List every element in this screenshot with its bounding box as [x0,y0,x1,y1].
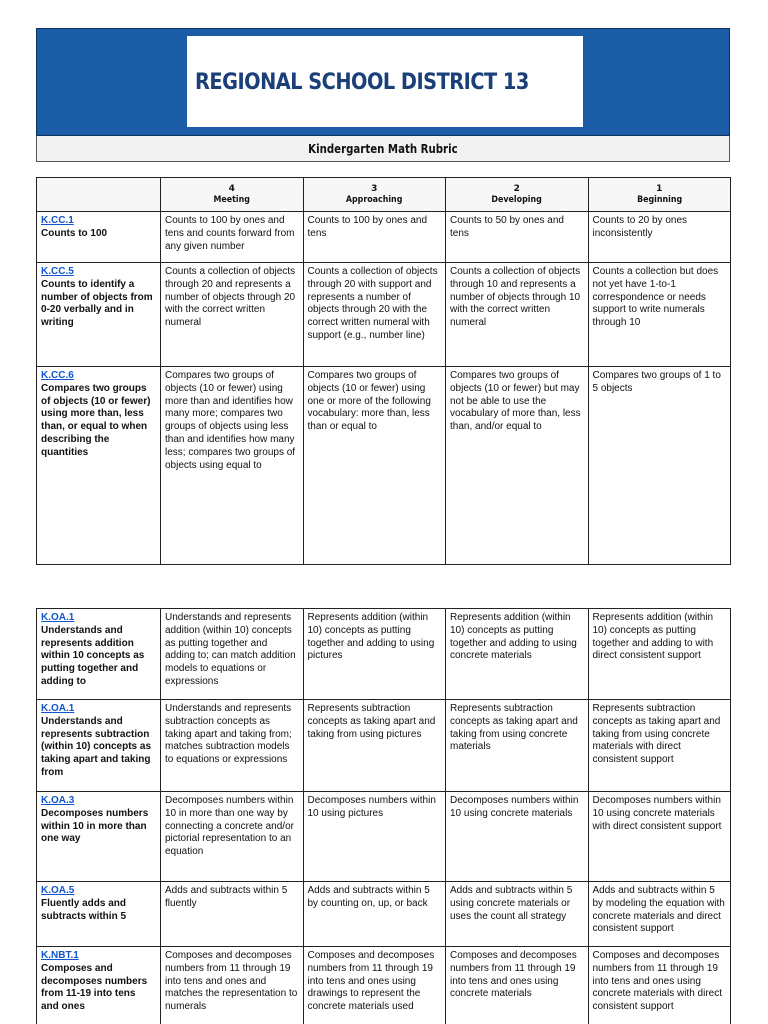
table-row [37,263,731,367]
standard-link[interactable]: K.OA.1 [41,703,75,714]
rubric-cell: Compares two groups of objects (10 or fewer) but may not be able to use the vocabulary of more than, less than, and/or equal to [446,367,589,565]
level-name: Approaching [345,194,403,205]
table-row [37,609,731,700]
standard-link[interactable]: K.NBT.1 [41,950,79,961]
level-number: 3 [371,183,378,194]
standard-cell [37,212,161,263]
rubric-cell: Decomposes numbers within 10 using pictures [303,792,446,882]
rubric-cell: Counts a collection of objects through 10 and represents a number of objects through 10 with the correct written numeral [446,263,589,367]
rubric-cell: Decomposes numbers within 10 in more than one way by connecting a concrete and/or pictorial representation to an equation [161,792,304,882]
standard-cell [37,947,161,1024]
rubric-cell: Composes and decomposes numbers from 11 through 19 into tens and ones and matches the representation to numerals [161,947,304,1024]
rubric-cell: Adds and subtracts within 5 fluently [161,882,304,947]
rubric-cell: Counts a collection of objects through 20 and represents a number of objects through 20 with the correct written numeral [161,263,304,367]
rubric-cell: Represents addition (within 10) concepts as putting together and adding to using concrete materials [446,609,589,700]
rubric-cell: Counts to 100 by ones and tens and counts forward from any given number [161,212,304,263]
rubric-cell: Understands and represents subtraction concepts as taking apart and taking from; matches subtraction models to equations or expressions [161,700,304,792]
level-name: Meeting [213,194,250,205]
table-row [37,947,731,1024]
level-number: 2 [513,183,520,194]
rubric-cell: Decomposes numbers within 10 using concrete materials [446,792,589,882]
standard-description: Counts to 100 [41,227,108,239]
rubric-cell: Adds and subtracts within 5 using concrete materials or uses the count all strategy [446,882,589,947]
rubric-cell: Understands and represents addition (within 10) concepts as putting together and adding to; can match addition models to equations or expressions [161,609,304,700]
rubric-table-counting [36,177,731,565]
table-row [37,882,731,947]
standard-link[interactable]: K.OA.3 [41,795,75,806]
district-logo [187,36,583,127]
standard-description: Composes and decomposes numbers from 11-19 into tens and ones [41,962,148,1013]
level-name: Developing [491,194,542,205]
level-header-developing [446,178,589,212]
level-header-meeting [161,178,304,212]
rubric-cell: Composes and decomposes numbers from 11 through 19 into tens and ones using drawings to represent the concrete materials used [303,947,446,1024]
rubric-cell: Counts to 20 by ones inconsistently [588,212,731,263]
standard-description: Counts to identify a number of objects from 0-20 verbally and in writing [41,278,153,329]
standard-description: Understands and represents subtraction (within 10) concepts as taking apart and taking from [41,715,152,778]
rubric-cell: Represents subtraction concepts as taking apart and taking from using concrete materials with direct consistent support [588,700,731,792]
rubric-cell: Compares two groups of objects (10 or fewer) using more than and identifies how many more; compares two groups of objects using less than and identifies how many less; compares two groups of objects using equal to [161,367,304,565]
rubric-cell: Counts a collection but does not yet have 1-to-1 correspondence or needs support to write numerals through 10 [588,263,731,367]
rubric-cell: Compares two groups of 1 to 5 objects [588,367,731,565]
table-row [37,367,731,565]
table-row [37,700,731,792]
standard-description: Compares two groups of objects (10 or fewer) using more than, less than, or equal to when describing the quantities [41,382,151,458]
standard-cell [37,367,161,565]
rubric-title: Kindergarten Math Rubric [308,141,458,156]
standard-description: Decomposes numbers within 10 in more than one way [41,807,149,845]
rubric-cell: Compares two groups of objects (10 or fewer) using one or more of the following vocabulary: more than, less than or equal to [303,367,446,565]
rubric-cell: Represents addition (within 10) concepts as putting together and adding to using pictures [303,609,446,700]
rubric-cell: Composes and decomposes numbers from 11 through 19 into tens and ones using concrete materials with direct consistent support [588,947,731,1024]
standard-link[interactable]: K.CC.1 [41,215,74,226]
rubric-table-operations [36,608,731,1024]
level-name: Beginning [636,194,682,205]
rubric-cell: Represents addition (within 10) concepts as putting together and adding to with direct consistent support [588,609,731,700]
rubric-cell: Adds and subtracts within 5 by counting on, up, or back [303,882,446,947]
standard-cell [37,609,161,700]
standard-header-cell [37,178,161,212]
standard-description: Understands and represents addition within 10 concepts as putting together and adding to [41,624,145,687]
rubric-cell: Counts to 100 by ones and tens [303,212,446,263]
rubric-title-bar [36,136,730,162]
standard-cell [37,882,161,947]
standard-cell [37,700,161,792]
rubric-cell: Adds and subtracts within 5 by modeling the equation with concrete materials and direct consistent support [588,882,731,947]
rubric-cell: Composes and decomposes numbers from 11 through 19 into tens and ones using concrete materials [446,947,589,1024]
standard-link[interactable]: K.CC.6 [41,370,74,381]
rubric-cell: Counts a collection of objects through 20 with support and represents a number of objects through 20 with the correct written numeral with support (e.g., number line) [303,263,446,367]
rubric-cell: Counts to 50 by ones and tens [446,212,589,263]
standard-link[interactable]: K.OA.1 [41,612,75,623]
header-banner [36,28,730,136]
level-number: 1 [656,183,663,194]
standard-cell [37,263,161,367]
rubric-cell: Decomposes numbers within 10 using concrete materials with direct consistent support [588,792,731,882]
level-header-beginning [588,178,731,212]
table-row [37,212,731,263]
rubric-cell: Represents subtraction concepts as taking apart and taking from using concrete materials [446,700,589,792]
level-header-approaching [303,178,446,212]
level-number: 4 [228,183,235,194]
rubric-cell: Represents subtraction concepts as taking apart and taking from using pictures [303,700,446,792]
level-header-row [37,178,731,212]
standard-link[interactable]: K.OA.5 [41,885,75,896]
standard-link[interactable]: K.CC.5 [41,266,74,277]
table-row [37,792,731,882]
standard-description: Fluently adds and subtracts within 5 [41,897,127,922]
district-name: REGIONAL SCHOOL DISTRICT 13 [195,68,529,95]
standard-cell [37,792,161,882]
